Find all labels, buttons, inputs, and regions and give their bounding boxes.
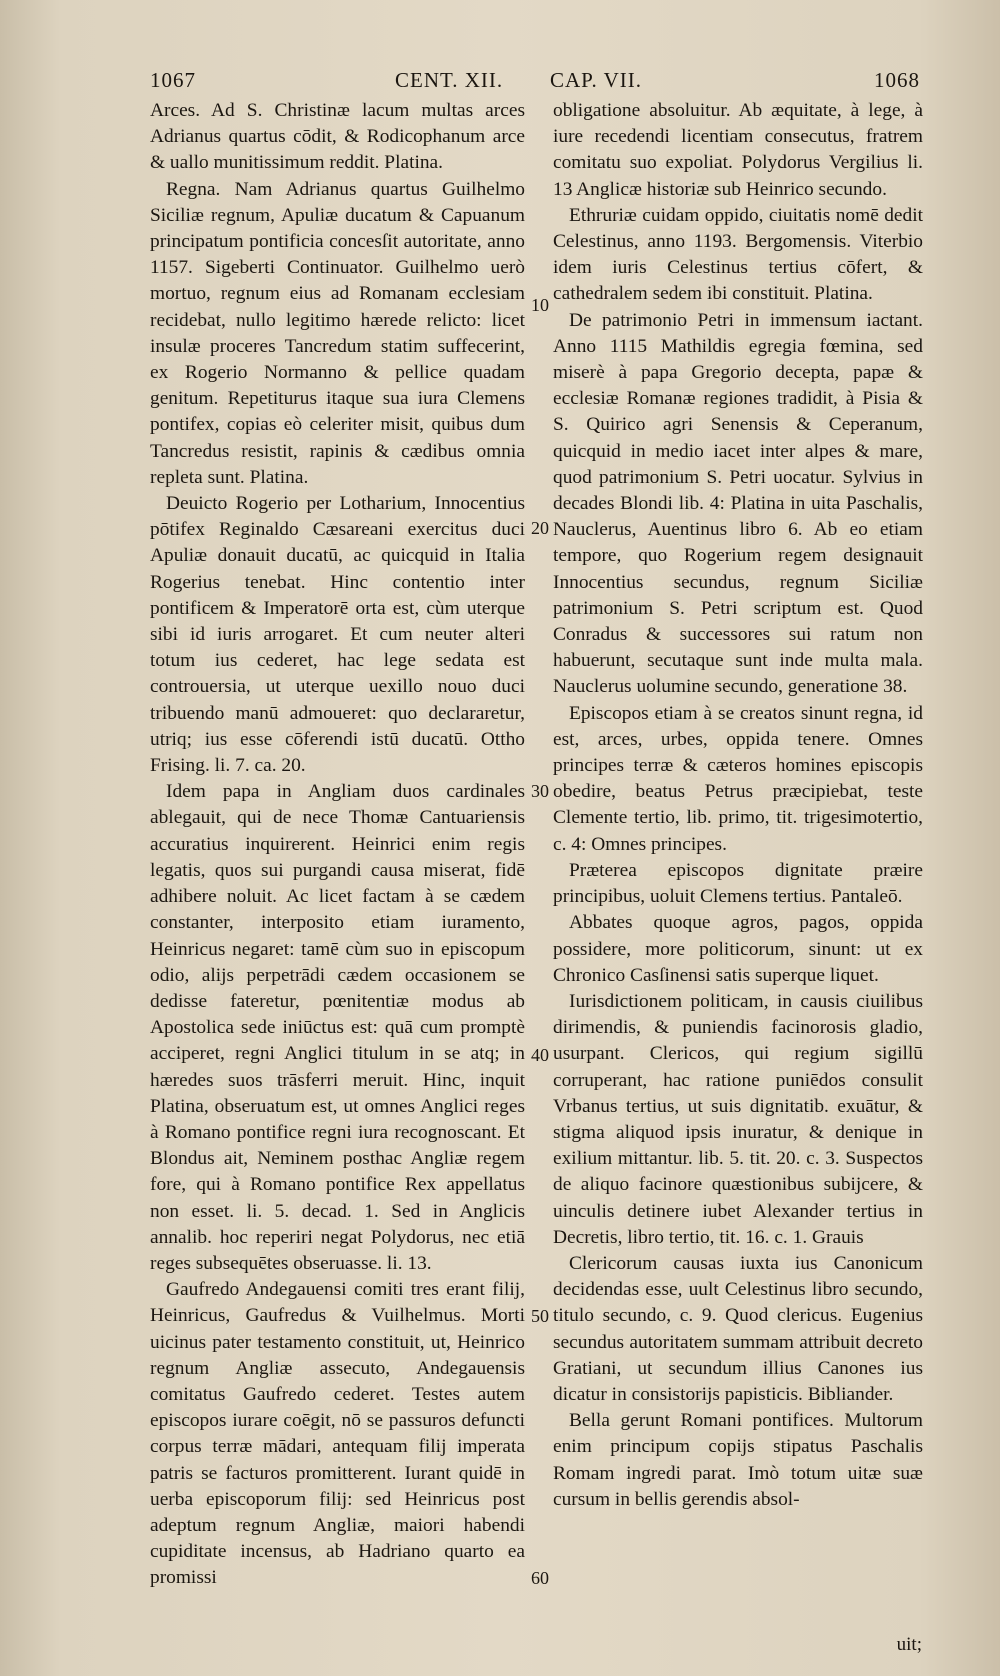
line-number: 60: [531, 1568, 549, 1588]
running-header: [150, 68, 920, 96]
line-number: 20: [531, 518, 549, 538]
catchword: uit;: [896, 1634, 922, 1655]
page-number-left: 1067: [150, 68, 196, 92]
paragraph-obligatione: obligatione absoluitur. Ab æquitate, à lege, à iure recedendi licentiam consecutus, fratrem comitatu suo expoliat. Polydorus Vergilius li. 13 Anglicæ historiæ sub Heinrico secundo.: [553, 100, 923, 200]
paragraph-bella: Bella gerunt Romani pontifices. Multorum enim principum copijs stipatus Paschalis Romam ingredi parat. Imò totum uitæ suæ cursum in bellis gerendis absol-: [553, 1410, 923, 1510]
paragraph-gaufredo: Gaufredo Andegauensi comiti tres erant filij, Heinricus, Gaufredus & Vuilhelmus. Morti uicinus pater testamento constituit, ut, Heinrico regnum Angliæ assecuto, Andegauensis comitatus Gaufredo cederet. Testes autem episcopos iurare coēgit, nō se passuros defuncti corpus terræ mādari, antequam filij imperata patris se facturos promitterent. Iurant quidē in uerba episcoporum filij: sed Heinricus post adeptum regnum Angliæ, maiori habendi cupiditate incensus, ab Hadriano quarto ea promissi: [150, 1279, 525, 1589]
paragraph-clericorum: Clericorum causas iuxta ius Canonicum decidendas esse, uult Celestinus libro secundo, titulo secundo, c. 9. Quod clericus. Eugenius secundus autoritatem summam attribuit decreto Gratiani, ut secundum illius Canones ius dicatur in consistorijs papisticis. Bibliander.: [553, 1252, 923, 1405]
page-number-right: 1068: [874, 68, 920, 92]
paragraph-regna: Regna. Nam Adrianus quartus Guilhelmo Siciliæ regnum, Apuliæ ducatum & Capuanum principatum pontificia concesſit autoritate, anno 1157. Sigeberti Continuator. Guilhelmo uerò mortuo, regnum eius ad Romanam ecclesiam recidebat, nullo legitimo hærede relicto: licet insulæ proceres Tancredum statim suffecerint, ex Rogerio Normanno & pellice quadam genitum. Repetiturus itaque sua iura Clemens pontifex, copias eò celeriter misit, quibus dum Tancredus resistit, rapinis & cædibus omnia repleta sunt. Platina.: [150, 178, 525, 488]
line-number: 40: [531, 1045, 549, 1065]
paragraph-arces: Arces. Ad S. Christinæ lacum multas arces Adrianus quartus cōdit, & Rodicophanum arce & uallo munitissimum reddit. Platina.: [150, 100, 525, 174]
paragraph-abbates: Abbates quoque agros, pagos, oppida possidere, more politicorum, sinunt: ut ex Chronico Casſinensi satis superque liquet.: [553, 912, 923, 986]
paragraph-ethruriae: Ethruriæ cuidam oppido, ciuitatis nomē dedit Celestinus, anno 1193. Bergomensis. Viterbio idem iuris Celestinus tertius cōfert, & cathedralem sedem ibi constituit. Platina.: [553, 204, 923, 305]
century-heading: CENT. XII.: [395, 68, 504, 92]
paragraph-idem-papa: Idem papa in Angliam duos cardinales ablegauit, qui de nece Thomæ Cantuariensis accuratius inquirerent. Heinrici enim regis legatis, quos sui purgandi causa miserat, fidē adhibere noluit. Ac licet factam à se cædem constanter, interposito etiam iuramento, Heinricus negaret: tamē cùm suo in episcopum odio, alijs perpetrādi cædem occasionem se dedisse fateretur, pœnitentiæ modus ab Apostolica sede iniūctus est: quā cum promptè acciperet, regni Anglici titulum in se atq; in hæredes suos trāsferri meruit. Hinc, inquit Platina, obseruatum est, ut omnes Anglici reges à Romano pontifice regni iura recognoscant. Et Blondus ait, Neminem posthac Angliæ regem fore, qui à Romano pontifice Rex appellatus non esset. li. 5. decad. 1. Sed in Anglicis annalib. hoc reperiri negat Polydorus, nec etiā reges subsequētes obseruasse. li. 13.: [150, 781, 525, 1274]
line-number: 50: [531, 1306, 549, 1326]
paragraph-episcopos: Episcopos etiam à se creatos sinunt regna, id est, arces, urbes, oppida tenere. Omnes principes terræ & cæteros homines episcopis obedire, beatus Petrus præcipiebat, teste Clemente tertio, lib. primo, tit. trigesimotertio, c. 4: Omnes principes.: [553, 702, 923, 855]
paragraph-deuicto: Deuicto Rogerio per Lotharium, Innocentius pōtifex Reginaldo Cæsareani exercitus duci Apuliæ donauit ducatū, ac quicquid in Italia Rogerius tenebat. Hinc contentio inter pontificem & Imperatorē orta est, cùm uterque sibi id iuris arrogaret. Et cum neuter alteri totum ius cederet, hac lege sedata est controuersia, ut uterque uexillo nouo duci tribuendo manū admoueret: quo declararetur, utriq; ius esse cōferendi istū ducatū. Ottho Frising. li. 7. ca. 20.: [150, 493, 525, 777]
right-column: [553, 98, 923, 1513]
line-number: 30: [531, 781, 549, 801]
left-column: [150, 98, 525, 1592]
line-number: 10: [531, 295, 549, 315]
paragraph-patrimonio: De patrimonio Petri in immensum iactant. Anno 1115 Mathildis egregia fœmina, sed miserè à papa Gregorio decepta, papæ & ecclesiæ Romanæ regiones tradidit, à Pisia & S. Quirico agri Senensis & Ceperanum, quicquid in medio iacet inter alpes & mare, quod patrimonium S. Petri uocatur. Sylvius in decades Blondi lib. 4: Platina in uita Paschalis, Nauclerus, Auentinus libro 6. Ab eo etiam tempore, quo Rogerium regem designauit Innocentius secundus, regnum Siciliæ patrimonium S. Petri scriptum est. Quod Conradus & successores sui ratum non habuerunt, secutaque sunt inde multa mala. Nauclerus uolumine secundo, generatione 38.: [553, 309, 923, 698]
paragraph-praeterea: Præterea episcopos dignitate præire principibus, uoluit Clemens tertius. Pantaleō.: [553, 859, 923, 908]
paragraph-iurisdictio: Iurisdictionem politicam, in causis ciuilibus dirimendis, & puniendis facinorosis gladio, usurpant. Clericos, qui regium sigillū corruperant, hac ratione puniēdos consulit Vrbanus tertius, ut suis dignitatib. exuātur, & stigma aliquod ipsis inuratur, & denique in exilium mittantur. lib. 5. tit. 20. c. 3. Suspectos de aliquo facinore quæstionibus subijcere, & uinculis detinere iubet Alexander tertius in Decretis, libro tertio, tit. 16. c. 1. Grauis: [553, 990, 923, 1248]
chapter-heading: CAP. VII.: [550, 68, 643, 92]
